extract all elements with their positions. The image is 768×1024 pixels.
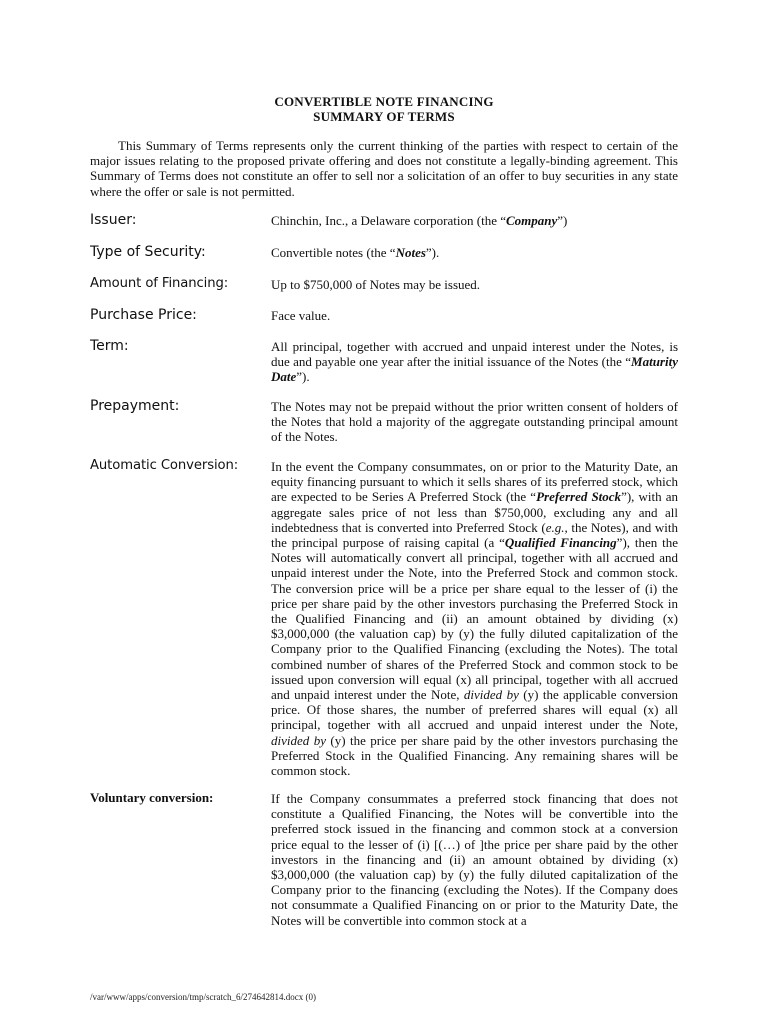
term-value-voluntary-conversion: If the Company consummates a preferred stock financing that does not constitute a Qualified Financing, the Notes will be convertible into the preferred stock issued in the financing and common stock at a conversion price equal to the lesser of (i) [(…) of ]the price per share paid by the other investors in the financing and (ii) an amount obtained by dividing (x) $3,000,000 (the valuation cap) by (y) the fully diluted capitalization of the Company prior to the financing (excluding the Notes). If the Company does not consummate a Qualified Financing on or prior to the Maturity Date, the Notes will be convertible into common stock at a (271, 791, 678, 928)
term-label-price: Purchase Price: (90, 307, 197, 323)
term-label-term: Term: (90, 338, 129, 354)
text-run: the Notes), and with the principal purpose of raising capital (a “ (271, 519, 679, 551)
italic-text: e.g., (545, 519, 568, 535)
text-run: Chinchin, Inc., a Delaware corporation (the “ (271, 213, 506, 228)
term-label-voluntary-conversion: Voluntary conversion: (90, 790, 214, 805)
term-value-term (271, 339, 678, 385)
text-run: (y) the applicable conversion price. Of those shares, the number of preferred shares will equal (x) all principal, together with all accrued and unpaid interest under the Note, (271, 687, 678, 733)
defined-term: Maturity Date (271, 354, 678, 385)
term-label-security: Type of Security: (90, 244, 206, 260)
term-label-issuer: Issuer: (90, 212, 137, 228)
intro-paragraph: This Summary of Terms represents only the current thinking of the parties with respect to certain of the major issues relating to the proposed private offering and does not constitute a legally-binding agreement. This Summary of Terms does not constitute an offer to sell nor a solicitation of an offer to buy securities in any state where the offer or sale is not permitted. (90, 138, 678, 199)
text-run: ”). (425, 245, 440, 260)
term-value-issuer (271, 213, 678, 228)
term-label-prepayment: Prepayment: (90, 398, 180, 414)
defined-term: Preferred Stock (536, 489, 622, 505)
text-run: ”), with an aggregate sales price of not less than $750,000, excluding any and all indebtedness that is converted into Preferred Stock ( (271, 489, 679, 535)
text-run: In the event the Company consummates, on or prior to the Maturity Date, an equity financing pursuant to which it sells shares of its preferred stock, which are expected to be Series A Preferred Stock (the “ (271, 459, 678, 505)
italic-text: divided by (271, 732, 326, 748)
term-value-amount: Up to $750,000 of Notes may be issued. (271, 277, 481, 292)
term-label-automatic-conversion: Automatic Conversion: (90, 458, 239, 473)
term-value-price: Face value. (271, 308, 331, 323)
defined-term: Company (505, 213, 558, 228)
text-run: ”) (557, 213, 568, 228)
term-value-security (271, 245, 678, 260)
defined-term: Qualified Financing (504, 535, 617, 551)
document-subtitle: SUMMARY OF TERMS (313, 109, 455, 124)
term-value-automatic-conversion (271, 459, 678, 778)
file-path-footer: /var/www/apps/conversion/tmp/scratch_6/274642814.docx (0) (90, 992, 316, 1002)
text-run: ”), then the Notes will automatically convert all principal, together with all accrued and unpaid interest under the Note, into the Preferred Stock and common stock. The conversion price will be a price per share equal to the lesser of (i) the price per share paid by the other investors purchasing the Preferred Stock in the Qualified Financing and (ii) an amount obtained by dividing (x) $3,000,000 (the valuation cap) by (y) the fully diluted capitalization of the Company prior to the Qualified Financing (excluding the Notes). The total combined number of shares of the Preferred Stock and common stock to be issued upon conversion will equal (x) all principal, together with all accrued and unpaid interest under the Note, (271, 535, 678, 703)
document-title: CONVERTIBLE NOTE FINANCING (274, 94, 494, 109)
text-run: (y) the price per share paid by the other investors purchasing the Preferred Stock in the Qualified Financing. Any remaining shares will be common stock. (271, 732, 678, 779)
italic-text: divided by (463, 687, 519, 703)
text-run: ”). (296, 369, 310, 385)
text-run: Convertible notes (the “ (271, 245, 396, 260)
defined-term: Notes (395, 245, 426, 260)
term-label-amount: Amount of Financing: (90, 276, 229, 291)
term-value-prepayment: The Notes may not be prepaid without the prior written consent of holders of the Notes that hold a majority of the aggregate outstanding principal amount of the Notes. (271, 399, 678, 445)
text-run: All principal, together with accrued and unpaid interest under the Notes, is due and payable one year after the initial issuance of the Notes (the “ (271, 339, 678, 370)
